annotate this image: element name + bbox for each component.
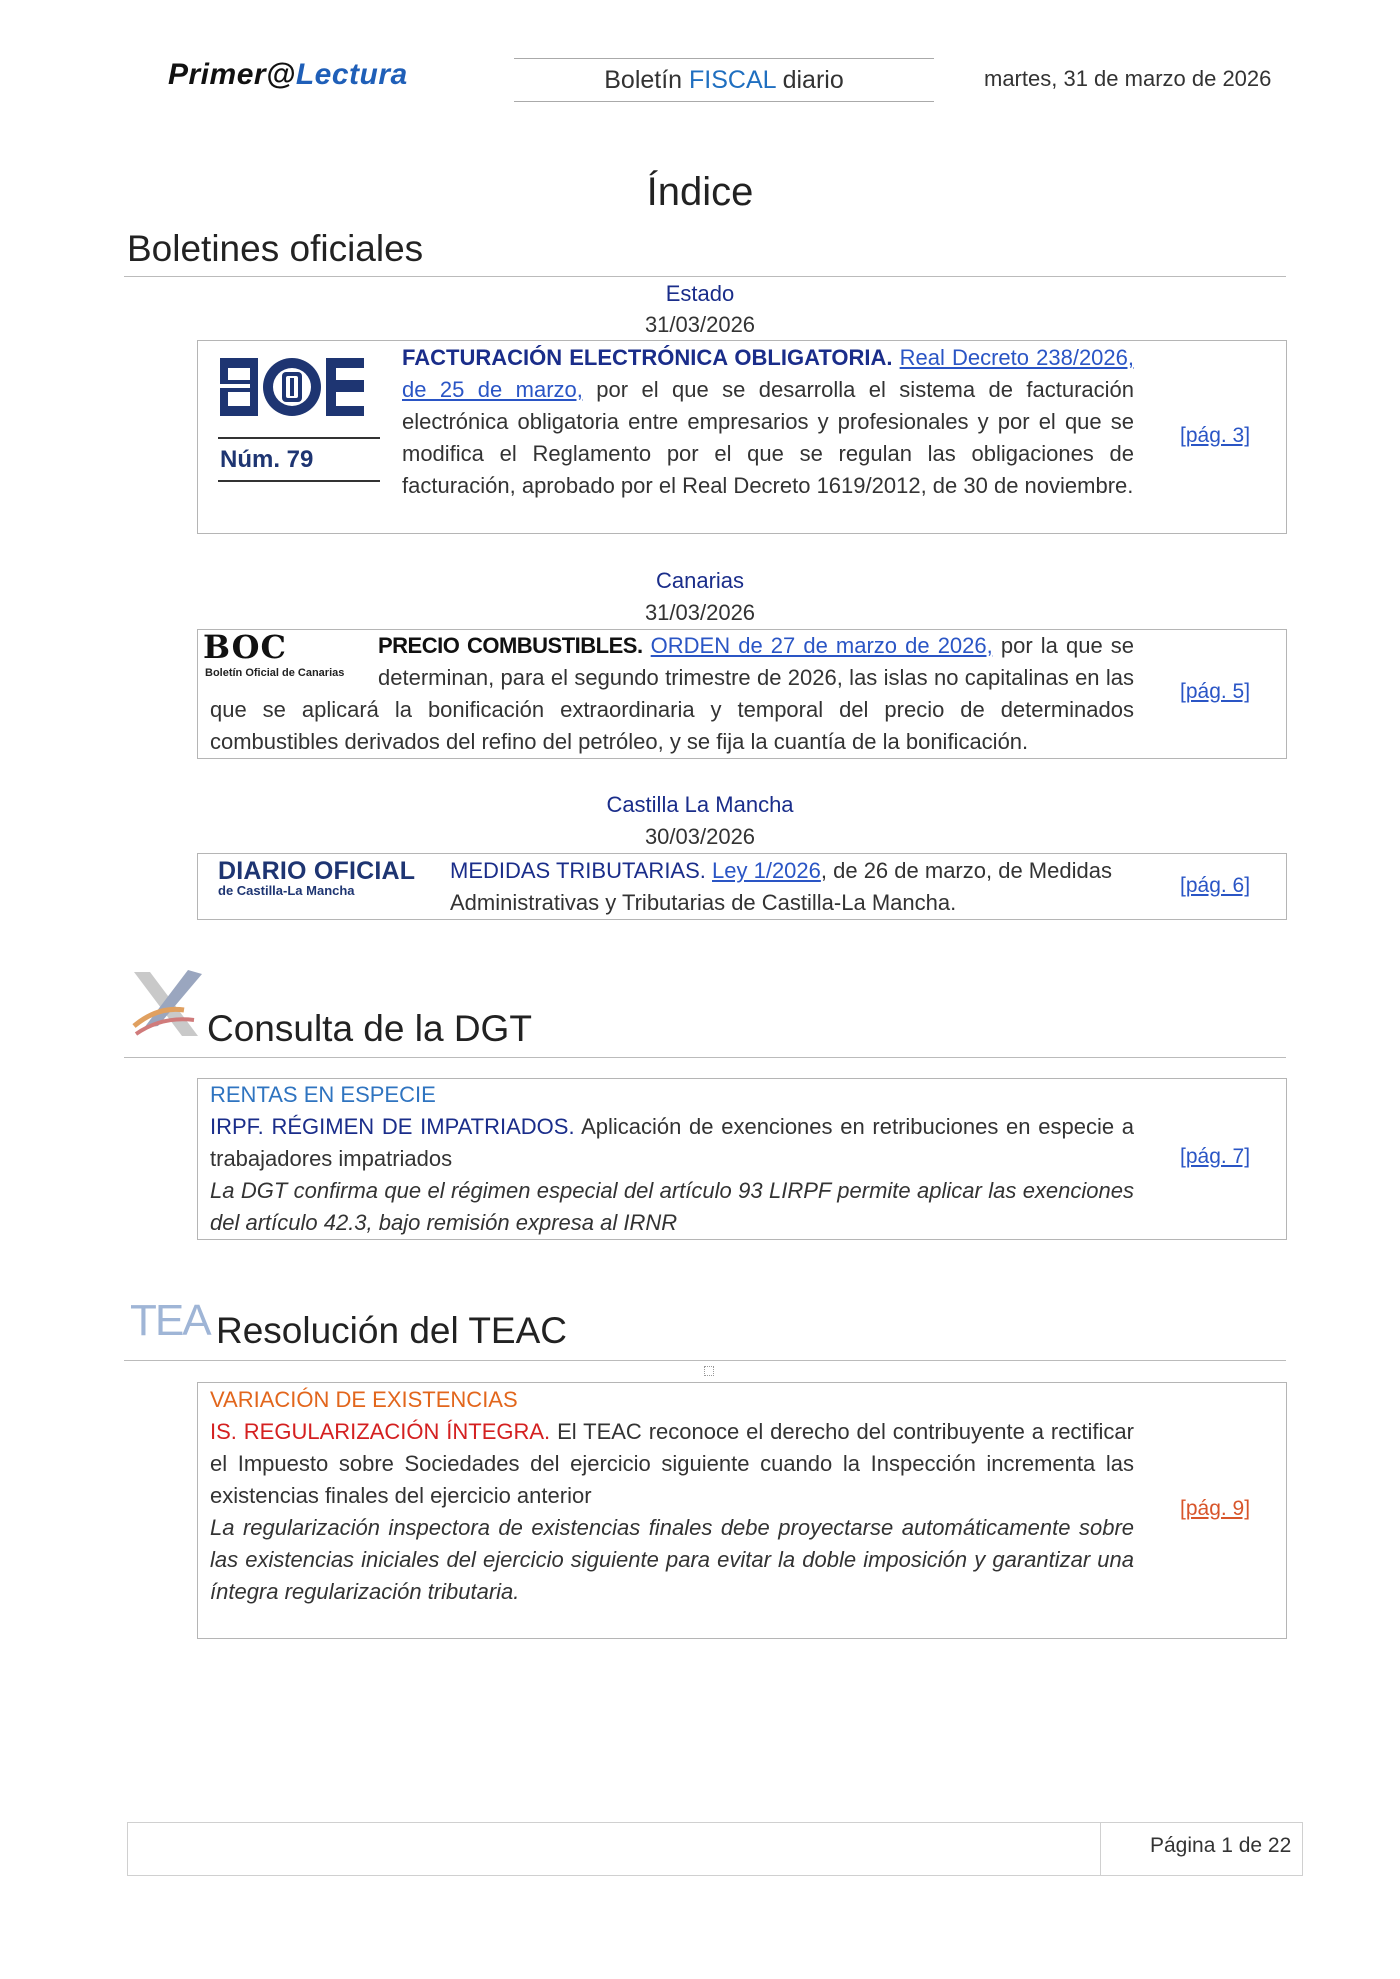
link-real-decreto[interactable]: Real Decreto 238/2026, de 25 de marzo, bbox=[402, 345, 1134, 402]
entry-boe-text bbox=[210, 342, 1134, 502]
brand-part1: Primer@ bbox=[168, 58, 296, 91]
date-canarias: 31/03/2026 bbox=[644, 600, 756, 625]
section-divider bbox=[124, 1360, 1286, 1361]
boc-logo-subtitle: Boletín Oficial de Canarias bbox=[205, 667, 345, 679]
brand-logo bbox=[168, 58, 408, 92]
section-title-boletines: Boletines oficiales bbox=[127, 228, 424, 269]
footer-divider bbox=[1100, 1822, 1101, 1876]
logo-spacer bbox=[210, 342, 402, 496]
category-dgt: RENTAS EN ESPECIE bbox=[210, 1082, 436, 1107]
docm-logo-subtitle: de Castilla-La Mancha bbox=[218, 883, 355, 898]
page-number: Página 1 de 22 bbox=[1150, 1834, 1292, 1857]
summary-dgt: La DGT confirma que el régimen especial del artículo 93 LIRPF permite aplicar las exenciones del artículo 42.3, bajo remisión expresa al IRNR bbox=[210, 1178, 1134, 1235]
docm-logo-title: DIARIO OFICIAL bbox=[218, 857, 416, 885]
entry-docm-text bbox=[450, 855, 1140, 919]
teac-logo-icon: TEA bbox=[130, 1296, 210, 1345]
keyword-teac: IS. REGULARIZACIÓN ÍNTEGRA. bbox=[210, 1419, 551, 1444]
text-dgt: Aplicación de exenciones en retribuciones en especie a trabajadores impatriados bbox=[210, 1114, 1135, 1171]
text-boc: por la que se determinan, para el segundo trimestre de 2026, las islas no capitalinas en las que se aplicará la bonificación extraordinaria y temporal del precio de determinados combustibles derivados del refino del petróleo, y se fija la cuantía de la bonificación. bbox=[210, 633, 1135, 754]
bulletin-title bbox=[514, 58, 934, 102]
page-ref-boc[interactable]: [pág. 5] bbox=[1180, 680, 1251, 703]
region-canarias: Canarias bbox=[655, 568, 745, 593]
anchor-icon bbox=[704, 1366, 714, 1376]
summary-teac: La regularización inspectora de existencias finales debe proyectarse automáticamente sobre las existencias iniciales del ejercicio siguiente para evitar la doble imposición y garantizar una íntegra regularización tributaria. bbox=[210, 1515, 1134, 1604]
section-title-teac: Resolución del TEAC bbox=[216, 1310, 567, 1351]
brand-part2: Lectura bbox=[295, 58, 408, 91]
page-ref-docm[interactable]: [pág. 6] bbox=[1180, 874, 1251, 897]
dgt-logo-icon bbox=[128, 966, 204, 1042]
index-title: Índice bbox=[646, 170, 754, 214]
logo-spacer bbox=[210, 630, 378, 688]
link-orden[interactable]: ORDEN de 27 de marzo de 2026, bbox=[650, 633, 993, 658]
date-clm: 30/03/2026 bbox=[644, 824, 756, 849]
text-boe: por el que se desarrolla el sistema de facturación electrónica obligatoria entre empresarios y profesionales y por el que se modifica el Reglamento por el que se regulan las obligaciones de facturación, aprobado por el Real Decreto 1619/2012, de 30 de noviembre. bbox=[402, 377, 1134, 498]
entry-teac-text bbox=[210, 1384, 1134, 1608]
page-ref-dgt[interactable]: [pág. 7] bbox=[1180, 1145, 1251, 1168]
bulletin-fiscal: FISCAL bbox=[689, 66, 776, 94]
keyword-boe: FACTURACIÓN ELECTRÓNICA OBLIGATORIA. bbox=[402, 345, 893, 370]
keyword-boc: PRECIO COMBUSTIBLES. bbox=[378, 633, 643, 658]
text-teac: El TEAC reconoce el derecho del contribuyente a rectificar el Impuesto sobre Sociedades del ejercicio siguiente cuando la Inspección incrementa las existencias finales del ejercicio anterior bbox=[210, 1419, 1134, 1508]
section-divider bbox=[124, 1057, 1286, 1058]
text-docm: , de 26 de marzo, de Medidas Administrativas y Tributarias de Castilla-La Mancha. bbox=[450, 858, 1112, 915]
bulletin-suffix: diario bbox=[775, 66, 844, 94]
boe-number: Núm. 79 bbox=[220, 446, 314, 473]
entry-dgt-text bbox=[210, 1079, 1134, 1239]
section-divider bbox=[124, 276, 1286, 277]
entry-boc-text bbox=[210, 630, 1134, 758]
link-ley[interactable]: Ley 1/2026 bbox=[712, 858, 821, 883]
keyword-docm: MEDIDAS TRIBUTARIAS. bbox=[450, 858, 706, 883]
region-estado: Estado bbox=[665, 281, 735, 306]
date-estado: 31/03/2026 bbox=[644, 312, 756, 337]
category-teac: VARIACIÓN DE EXISTENCIAS bbox=[210, 1387, 518, 1412]
boc-logo-title: BOC bbox=[203, 628, 287, 666]
page-ref-teac[interactable]: [pág. 9] bbox=[1180, 1497, 1251, 1520]
section-title-dgt: Consulta de la DGT bbox=[207, 1008, 532, 1049]
footer bbox=[127, 1822, 1303, 1876]
keyword-dgt: IRPF. RÉGIMEN DE IMPATRIADOS. bbox=[210, 1114, 575, 1139]
bulletin-prefix: Boletín bbox=[604, 66, 690, 94]
header-date: martes, 31 de marzo de 2026 bbox=[984, 66, 1272, 91]
page-ref-boe[interactable]: [pág. 3] bbox=[1180, 424, 1251, 447]
region-clm: Castilla La Mancha bbox=[606, 792, 794, 817]
